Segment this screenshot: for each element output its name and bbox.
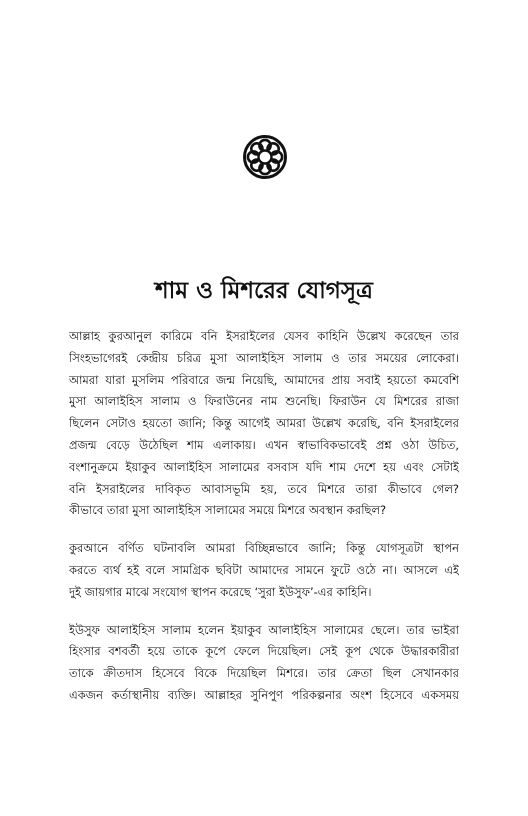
text-line: দুই জায়গার মাঝে সংযোগ স্থাপন করেছে ‘সুরা ইউসুফ’-এর কাহিনি। <box>69 584 372 599</box>
text-line: করতে ব্যর্থ হই বলে সামগ্রিক ছবিটা আমাদের সামনে ফুটে ওঠে না। আসলে এই <box>69 562 459 577</box>
body-text <box>69 326 459 723</box>
text-line: কীভাবে তারা মুসা আলাইহিস সালামের সময়ে মিশরে অবস্থান করছিল? <box>69 503 387 518</box>
text-line: বংশানুক্রমে ইয়াকুব আলাইহিস সালামের বসবাস যদি শাম দেশে হয় এবং সেটাই <box>69 459 459 474</box>
text-line: ইউসুফ আলাইহিস সালাম হলেন ইয়াকুব আলাইহিস সালামের ছেলে। তার ভাইরা <box>69 622 459 637</box>
chapter-title: শাম ও মিশরের যোগসূত্র <box>155 277 373 304</box>
text-line: হিংসার বশবর্তী হয়ে তাকে কূপে ফেলে দিয়েছিল। সেই কূপ থেকে উদ্ধারকারীরা <box>69 644 459 659</box>
paragraph <box>69 620 459 707</box>
text-line: প্রজন্ম বেড়ে উঠেছিল শাম এলাকায়। এখন স্বাভাবিকভাবেই প্রশ্ন ওঠা উচিত, <box>69 437 459 452</box>
text-line: ছিলেন সেটাও হয়তো জানি; কিন্তু আগেই আমরা উল্লেখ করেছি, বনি ইসরাইলের <box>69 416 459 431</box>
flower-ornament-icon <box>243 135 287 179</box>
text-line: তাকে ক্রীতদাস হিসেবে বিকে দিয়েছিল মিশরে। তার ক্রেতা ছিল সেখানকার <box>69 666 459 681</box>
text-line: আল্লাহ কুরআনুল কারিমে বনি ইসরাইলের যেসব কাহিনি উল্লেখ করেছেন তার <box>69 329 459 343</box>
text-line: আমরা যারা মুসলিম পরিবারে জন্ম নিয়েছি, আমাদের প্রায় সবাই হয়তো কমবেশি <box>69 372 459 387</box>
text-line: কুরআনে বর্ণিত ঘটনাবলি আমরা বিচ্ছিন্নভাবে জানি; কিন্তু যোগসূত্রটা স্থাপন <box>69 541 459 556</box>
text-line: একজন কর্তাস্থানীয় ব্যক্তি। আল্লাহর সুনিপুণ পরিকল্পনার অংশ হিসেবে একসময় <box>69 687 459 702</box>
paragraph <box>69 538 459 603</box>
paragraph <box>69 326 459 522</box>
text-line: মুসা আলাইহিস সালাম ও ফিরাউনের নাম শুনেছি। ফিরাউন যে মিশরের রাজা <box>69 394 459 409</box>
text-line: সিংহভাগেরই কেন্দ্রীয় চরিত্র মুসা আলাইহিস সালাম ও তার সময়ের লোকেরা। <box>69 350 459 365</box>
text-line: বনি ইসরাইলের দাবিকৃত আবাসভূমি হয়, তবে মিশরে তারা কীভাবে গেল? <box>69 481 459 496</box>
